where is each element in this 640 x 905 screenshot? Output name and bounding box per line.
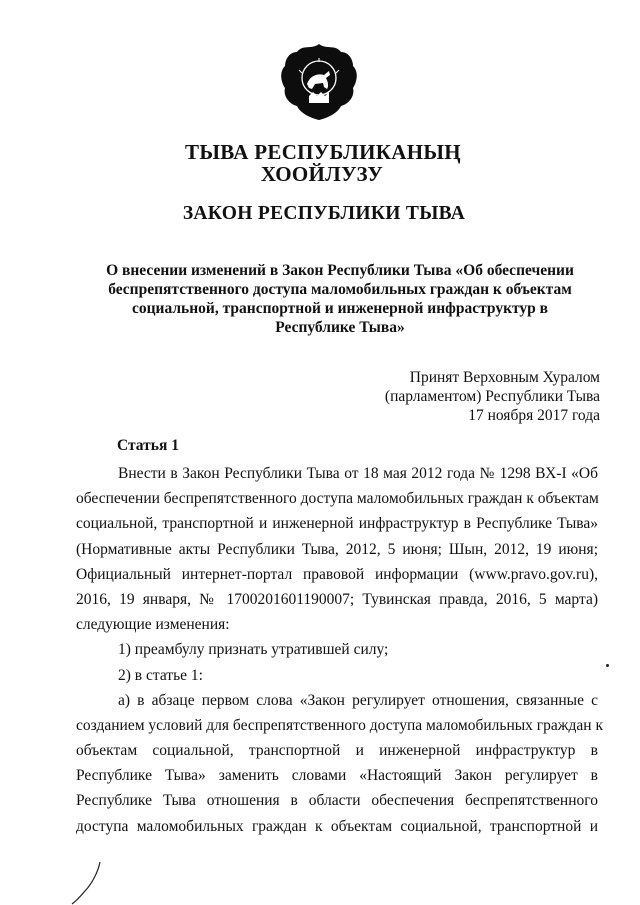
body-line: социальной, транспортной и инженерной инфраструктур в Республике Тыва» bbox=[76, 515, 598, 533]
adoption-line: Принят Верховным Хуралом bbox=[409, 369, 600, 386]
body-line: Внести в Закон Республики Тыва от 18 мая 2012 года № 1298 ВХ-I «Об bbox=[118, 465, 598, 482]
signature-stroke bbox=[70, 860, 110, 905]
title-tuvan-line1: ТЫВА РЕСПУБЛИКАНЫҢ bbox=[185, 140, 461, 164]
subject-line: беспрепятственного доступа маломобильных граждан к объектам bbox=[108, 281, 572, 298]
adoption-note bbox=[385, 368, 600, 425]
article-heading: Статья 1 bbox=[117, 437, 179, 454]
list-item: 2) в статье 1: bbox=[118, 666, 203, 684]
adoption-date: 17 ноября 2017 года bbox=[468, 407, 600, 424]
body-line: а) в абзаце первом слова «Закон регулирует отношения, связанные с bbox=[118, 691, 598, 709]
list-item: 1) преамбулу признать утратившей силу; bbox=[118, 641, 389, 659]
title-russian: ЗАКОН РЕСПУБЛИКИ ТЫВА bbox=[182, 203, 466, 224]
stray-mark bbox=[606, 664, 609, 667]
subject-line: О внесении изменений в Закон Республики Тыва «Об обеспечении bbox=[106, 262, 574, 279]
body-line: 2016, 19 января, № 1700201601190007; Тувинская правда, 2016, 5 марта) bbox=[76, 590, 598, 608]
law-subject bbox=[100, 261, 580, 337]
article-body bbox=[76, 461, 603, 839]
body-line: обеспечении беспрепятственного доступа маломобильных граждан к объектам bbox=[76, 490, 599, 508]
body-line: объектам социальной, транспортной и инженерной инфраструктур в bbox=[76, 742, 598, 760]
body-line: Официальный интернет-портал правовой информации (www.pravo.gov.ru), bbox=[76, 565, 598, 583]
adoption-line: (парламентом) Республики Тыва bbox=[384, 388, 600, 405]
title-tuvan-line2: ХООЙЛУЗУ bbox=[260, 162, 384, 186]
body-line: созданием условий для беспрепятственного доступа маломобильных граждан к bbox=[76, 716, 603, 734]
subject-line: Республике Тыва» bbox=[275, 319, 405, 336]
body-line: (Нормативные акты Республики Тыва, 2012, 5 июня; Шын, 2012, 19 июня; bbox=[76, 540, 598, 558]
body-line: доступа маломобильных граждан к объектам социальной, транспортной и bbox=[76, 817, 598, 835]
body-line: Республике Тыва отношения в области обеспечения беспрепятственного bbox=[76, 792, 598, 810]
tuva-emblem-icon bbox=[277, 40, 361, 124]
body-line: Республике Тыва» заменить словами «Настоящий Закон регулирует в bbox=[76, 767, 598, 785]
body-line: следующие изменения: bbox=[76, 616, 230, 634]
subject-line: социальной, транспортной и инженерной инфраструктур в bbox=[131, 300, 549, 317]
